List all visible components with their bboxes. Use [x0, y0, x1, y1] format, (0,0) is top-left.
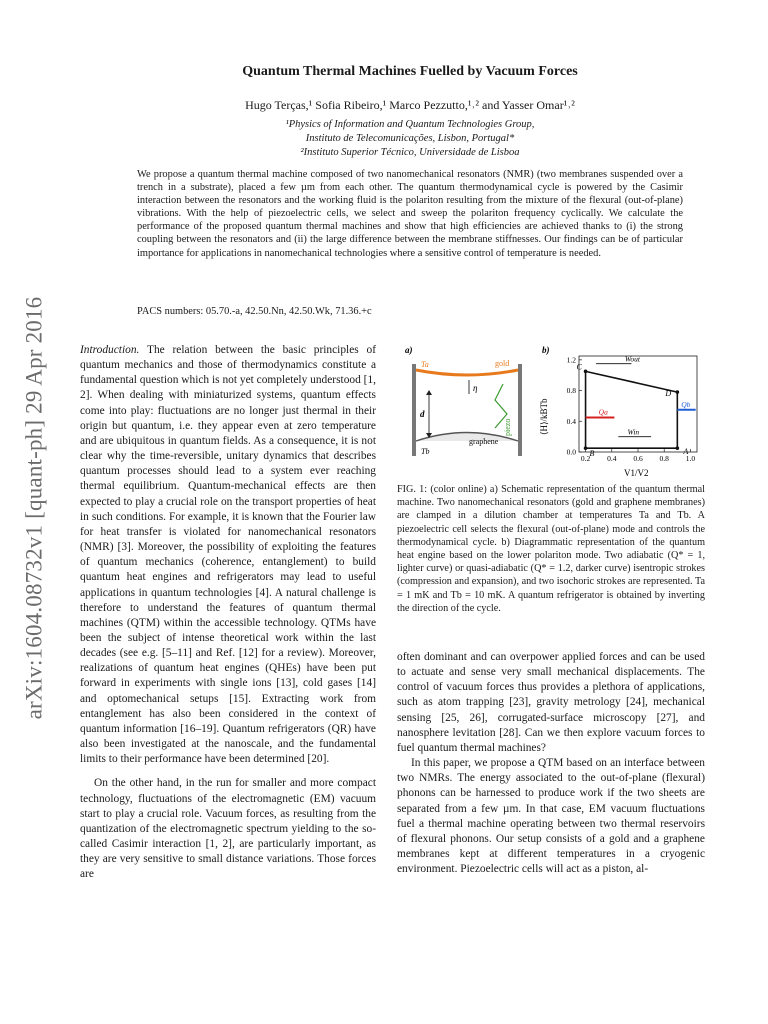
panel-b-cycle: [539, 345, 697, 478]
work-out-label: Wout: [624, 354, 641, 364]
paper-title: Quantum Thermal Machines Fuelled by Vacuum Forces: [242, 64, 578, 79]
intro-paragraph-1-text: The relation between the basic principles of quantum mechanics and those of thermodynamics constitute a fundamental question which is not yet completely understood [1, 2]. When dealing with miniaturized systems, quantum effects come into play: fluctuations are no longer just thermal in their origin but quantum, i.e. they appear even at zero temperature and are ubiquitous in quantum fields. As a consequence, it is not clear why the time-reversible, unitary dynamics that describes quantum processes should lead to a system ever reaching thermal equilibrium. Quantum-mechanical effects are then expected to play a crucial role on the transport properties of heat in such conditions. For example, it is known that the Fourier law for heat transfer is violated for nanomechanical resonators (NMR) [3]. Moreover, the possibility of exploiting the features of quantum mechanics (coherence, entanglement) to build quantum heat engines and refrigerators may lead to useful applications in quantum technologies [4]. A natural challenge is therefore to understand the features of quantum thermal machines (QTM) within the accessible technology. QTMs have been the subject of intense theoretical work within the last decades (see e.g. [5–11] and Ref. [12] for a review). Moreover, realizations of quantum heat engines (QHEs) have been put forward in experiments with single ions [13], cold gases [14] and optomechanical setups [15]. Extracting work from entanglement has also been considered in the context of quantum information [16–19]. Quantum refrigerators (QR) have also been investigated at the nanoscale, and the fundamental limits to their performance have been determined [20].: [80, 344, 376, 766]
affiliation-line-3: ²Instituto Superior Técnico, Universidade de Lisboa: [300, 147, 520, 158]
cycle-points: [577, 362, 689, 458]
x-tick-label: 0.2: [580, 454, 591, 463]
plot-frame: [576, 356, 697, 452]
right-paragraph-1: often dominant and can overpower applied forces and can be used to actuate and sense very small mechanical displacements. The control of vacuum forces thus provides a plethora of applications, such as atom trapping [23], gravity metrology [24], mechanical sensing [25, 26], corrugated-surface microscopy [27], and nanosphere levitation [28]. Can we then explore vacuum forces to fuel quantum thermal machines?: [397, 651, 705, 754]
right-paragraph-2: In this paper, we propose a QTM based on an interface between two NMRs. The energy associated to the out-of-plane (flexural) phonons can be harnessed to produce work if the two sheets are separated from a few µm. In that case, EM vacuum fluctuations fuel a thermal machine operating between two thermal reservoirs of flexural phonons. Our setup consists of a gold and a graphene membranes kept at different temperatures in a cryogenic environment. Piezoelectric cells will act as a piston, al-: [397, 757, 705, 876]
cycle-point-label: A: [683, 447, 689, 457]
cycle-point: [676, 390, 680, 394]
tb-label: Tb: [421, 447, 430, 456]
panel-a-label: a): [405, 345, 413, 355]
plot-border: [576, 356, 697, 452]
x-tick-label: 0.6: [633, 454, 643, 463]
work-in-label: Win: [627, 427, 640, 437]
y-tick-label: 0.0: [566, 447, 576, 457]
ta-label: Ta: [421, 360, 429, 369]
y-tick-label: 0.8: [566, 386, 576, 396]
left-column: [80, 343, 376, 882]
arxiv-identifier-text: arXiv:1604.08732v1 [quant-ph] 29 Apr 2016: [21, 296, 47, 720]
heat-qa-label: Qa: [598, 407, 608, 417]
x-tick-label: 0.8: [659, 454, 669, 463]
intro-paragraph-2: On the other hand, in the run for smaller and more compact technology, fluctuations of the electromagnetic (EM) vacuum start to play a crucial role. Vacuum forces, as resulting from the quantization of the electromagnetic spectrum yielding to the so-called Casimir interaction [1, 2], are particularly important, as they are very sensitive to small distance variations. Those forces are: [80, 777, 376, 881]
cycle-point-label: D: [665, 389, 672, 399]
intro-heading: Introduction.: [80, 344, 140, 356]
left-support: [412, 364, 416, 456]
arxiv-identifier: [14, 258, 54, 758]
panel-a-schematic: [405, 345, 522, 456]
x-tick-label: 0.4: [607, 454, 617, 463]
cycle-point-label: B: [589, 449, 595, 459]
cycle-point-label: C: [576, 362, 582, 372]
figure-1-svg: [397, 340, 705, 480]
figure-1-caption: FIG. 1: (color online) a) Schematic representation of the quantum thermal machine. Two nanomechanical resonators (gold and graphene membranes) are clamped in a dilution chamber at temperatures Ta and Tb. A piezoelectric cell selects the flexural (out-of-plane) mode and controls the thermodynamical cycle. b) Diagrammatic representation of the quantum heat engine based on the lower polariton mode. Two adiabatic (Q* = 1, lighter curve) or quasi-adiabatic (Q* = 1.2, darker curve) isentropic strokes (compression and expansion), and two isochoric strokes are represented. Ta = 1 mK and Tb = 10 mK. A quantum refrigerator is obtained by inverting the direction of the cycle.: [397, 484, 705, 614]
heat-work-arrows: [586, 355, 696, 437]
cycle-point: [676, 446, 680, 450]
y-tick-label: 1.2: [566, 355, 576, 365]
x-axis-label: V1/V2: [624, 468, 649, 478]
cycle-point: [584, 370, 588, 374]
right-column: [397, 650, 705, 877]
gold-membrane: [416, 370, 518, 375]
cycle-point: [584, 446, 588, 450]
affiliation-line-1: ¹Physics of Information and Quantum Technologies Group,: [285, 119, 535, 130]
figure-1: [397, 340, 705, 480]
gold-label: gold: [495, 359, 510, 368]
cycle-stroke: [586, 371, 678, 392]
graphene-label: graphene: [469, 437, 499, 446]
y-axis-label: ⟨H⟩/kBTb: [539, 398, 549, 435]
panel-b-label: b): [542, 345, 550, 355]
distance-label: d: [420, 409, 425, 419]
heat-qb-label: Qb: [681, 399, 691, 409]
piezo-label: piezo: [503, 418, 512, 436]
affiliation-line-2: Instituto de Telecomunicações, Lisbon, Portugal*: [305, 133, 515, 144]
pacs-numbers: PACS numbers: 05.70.-a, 42.50.Nn, 42.50.Wk, 71.36.+c: [137, 306, 372, 317]
x-tick-label: 1.0: [685, 454, 696, 463]
right-support: [518, 364, 522, 456]
intro-paragraph-1: [80, 343, 376, 767]
abstract: We propose a quantum thermal machine composed of two nanomechanical resonators (NMR) (two membranes suspended over a trench in a substrate), placed a few µm from each other. The quantum thermodynamical cycle is powered by the Casimir interaction between the resonators and the working fluid is the polariton resulting from the mixture of the flexural (out-of-plane) vibrations. With the help of piezoelectric cells, we select and sweep the polariton frequency cyclically. We calculate the performance of the proposed quantum thermal machines and show that high efficiencies are achieved thanks to (i) the strong coupling between the resonators and (ii) the large difference between the membrane stiffnesses. Our findings can be of particular importance for applications in nanomechanical technologies where a sensitive control of temperature is needed.: [137, 169, 683, 259]
eta-label: η: [473, 383, 478, 393]
author-list: Hugo Terças,¹ Sofia Ribeiro,¹ Marco Pezzutto,¹˒² and Yasser Omar¹˒²: [245, 98, 575, 112]
y-tick-label: 0.4: [566, 416, 576, 426]
